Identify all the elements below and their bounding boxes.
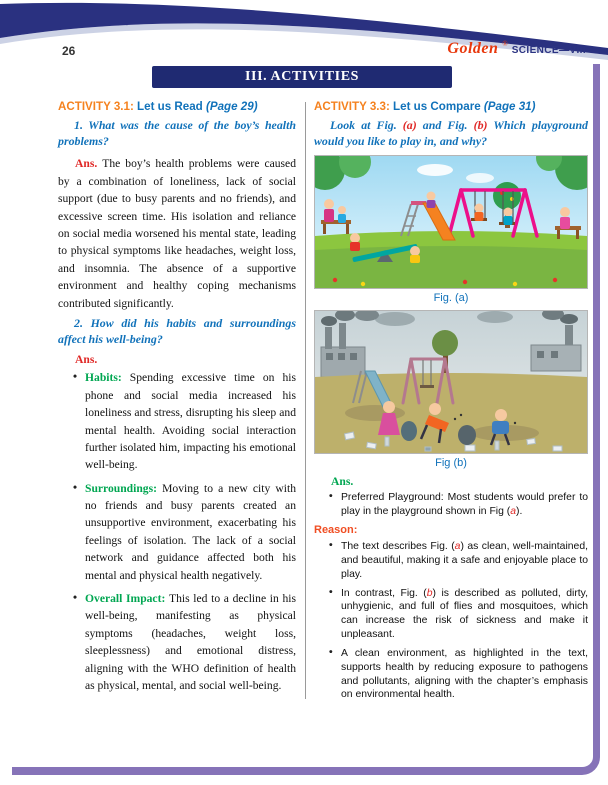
page-number: 26 (62, 44, 76, 58)
question-2: 2. How did his habits and surroundings affect his well-being? (58, 315, 296, 346)
reason-item-clean: • The text describes Fig. (a) as clean, well-maintained, and beautiful, making it a safe and enjoyable place to play. (329, 540, 588, 581)
fig-a-clean-playground-illustration (315, 156, 587, 288)
reason-item-polluted: • In contrast, Fig. (b) is described as polluted, dirty, unhygienic, and full of flies and mosquitoes, which can increase the risk of sickness and make it unpleasant. (329, 587, 588, 642)
activity-3-1-heading (58, 100, 296, 113)
column-divider (305, 102, 306, 699)
content-columns (58, 100, 588, 707)
question-1: 1. What was the cause of the boy’s health problems? (58, 118, 296, 148)
section-title-bar (152, 66, 452, 88)
compare-question: Look at Fig. (a) and Fig. (b) Which playground would you like to play in, and why? (314, 118, 588, 148)
activity-3-3-heading (314, 100, 588, 113)
brand-logo (447, 40, 586, 58)
brand-golden-wordmark: Golden (447, 40, 499, 57)
preferred-playground-list (329, 491, 588, 519)
answer-2-label: Ans. (75, 353, 98, 367)
answer-2-list (73, 369, 296, 694)
bullet-habits: • Habits: Spending excessive time on his phone and social media increased his loneliness and stress, disrupting his sleep and mental health. Avoiding social interaction further isolated him, impacting his emotional well-being. (73, 369, 296, 473)
bullet-surroundings: • Surroundings: Moving to a new city with no friends and busy parents created an unsupportive environment, exacerbating his feelings of isolation. The lack of a social network and guidance affected both his mental and physical health negatively. (73, 480, 296, 584)
activity-3-1-label: ACTIVITY 3.1: (58, 100, 134, 113)
right-column (314, 100, 588, 707)
fig-b-image (314, 310, 588, 454)
activity-3-1-page-ref: (Page 29) (206, 100, 258, 113)
compare-answer-label: Ans. (331, 475, 354, 489)
section-title: III. ACTIVITIES (244, 69, 360, 84)
reason-list (329, 540, 588, 702)
fig-b-polluted-playground-illustration (315, 311, 587, 453)
fig-a-image (314, 155, 588, 289)
activity-3-1-title: Let us Read (137, 100, 203, 113)
reason-label: Reason: (314, 524, 358, 537)
preferred-playground-item: • Preferred Playground: Most students would prefer to play in the playground shown in Fig (a). (329, 491, 588, 519)
answer-1-paragraph: Ans. The boy’s health problems were caused by a combination of loneliness, lack of social support (due to busy parents and no friends), and excessive screen time. His isolation and reliance on social media worsened his mental state, leading to physical symptoms like headaches, weight loss, and insomnia. The absence of a supportive environment and healthy coping mechanisms contributed significantly. (58, 157, 296, 310)
fig-b-caption: Fig (b) (435, 457, 467, 470)
brand-series-title: SCIENCE—VIII (511, 45, 586, 56)
reason-item-environment: • A clean environment, as highlighted in the text, supports health by reducing exposure to pathogens and pollutants, aligning with the chapter’s emphasis on environmental health. (329, 647, 588, 702)
bullet-overall-impact: • Overall Impact: This led to a decline in his well-being, manifesting as physical symptoms (headaches, weight loss, sleeplessness) and emotional distress, aligning with the WHO definition of health as physical, mental, and social well-being. (73, 590, 296, 694)
activity-3-3-title: Let us Compare (393, 100, 481, 113)
activity-3-3-page-ref: (Page 31) (483, 100, 536, 113)
left-column (58, 100, 296, 707)
registered-mark-icon: ® (502, 40, 508, 48)
activity-3-3-label: ACTIVITY 3.3: (314, 100, 390, 113)
fig-a-caption: Fig. (a) (433, 292, 469, 305)
